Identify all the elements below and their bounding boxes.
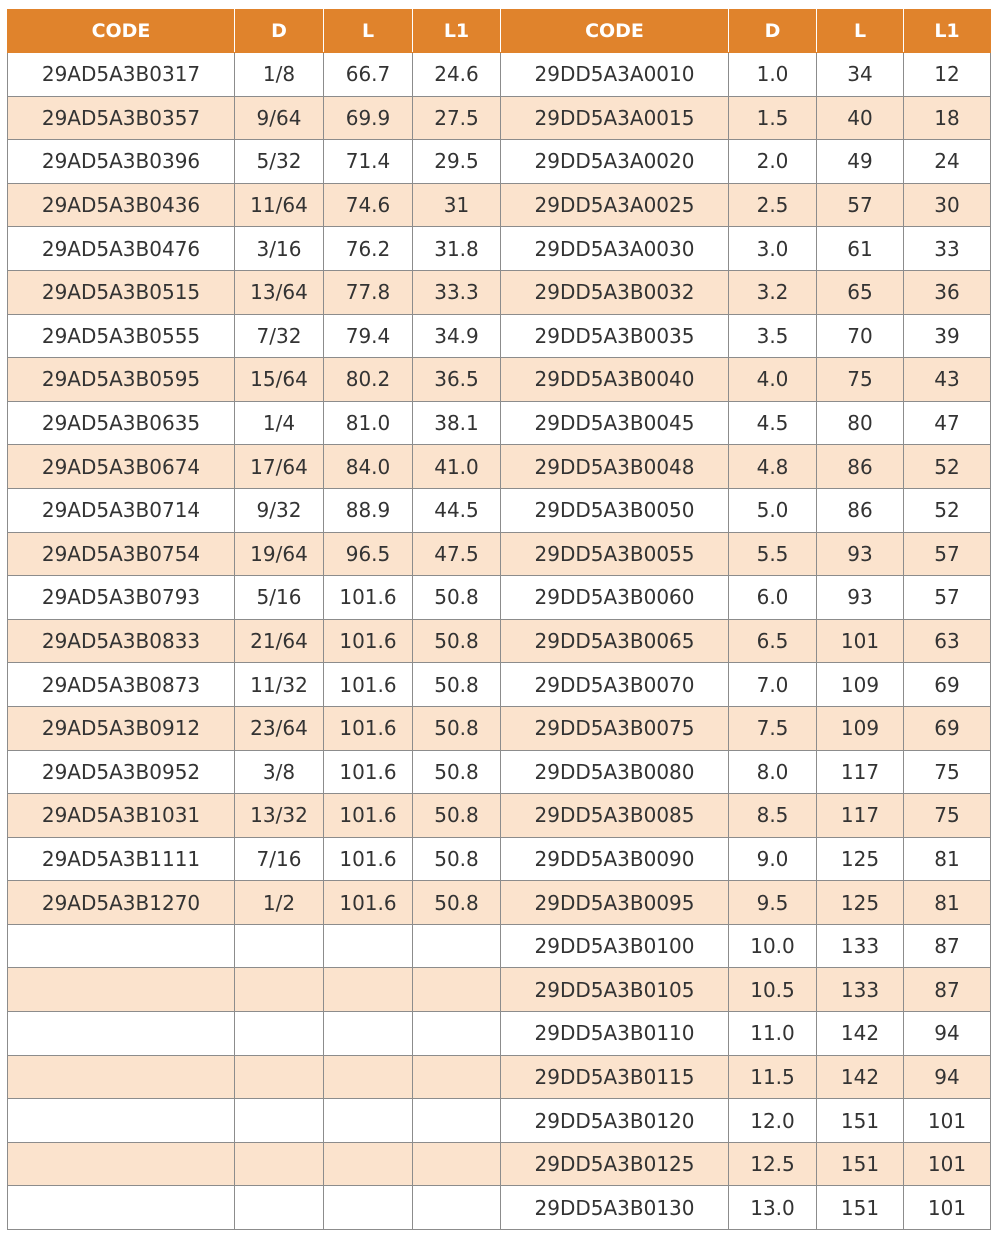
cell-l-left — [324, 968, 413, 1012]
cell-l1-left: 50.8 — [413, 794, 501, 838]
cell-d-right: 3.2 — [729, 270, 817, 314]
cell-l-left: 81.0 — [324, 401, 413, 445]
cell-l-right: 93 — [817, 576, 904, 620]
cell-l-right: 86 — [817, 488, 904, 532]
cell-l-right: 80 — [817, 401, 904, 445]
cell-code-left: 29AD5A3B0436 — [8, 183, 235, 227]
table-row — [8, 358, 991, 402]
cell-l-right: 133 — [817, 924, 904, 968]
cell-l1-right: 39 — [904, 314, 991, 358]
cell-d-left: 7/32 — [235, 314, 324, 358]
cell-d-left: 13/64 — [235, 270, 324, 314]
cell-l-left: 84.0 — [324, 445, 413, 489]
cell-l-left: 79.4 — [324, 314, 413, 358]
cell-l-right: 65 — [817, 270, 904, 314]
spec-table — [7, 9, 991, 1230]
cell-d-left — [235, 1142, 324, 1186]
cell-code-left: 29AD5A3B0317 — [8, 53, 235, 97]
cell-code-left — [8, 1142, 235, 1186]
cell-l-right: 70 — [817, 314, 904, 358]
cell-l1-left — [413, 1186, 501, 1230]
cell-l1-left: 50.8 — [413, 663, 501, 707]
cell-l-left: 74.6 — [324, 183, 413, 227]
cell-code-left: 29AD5A3B0912 — [8, 706, 235, 750]
cell-l1-right: 75 — [904, 750, 991, 794]
cell-l-right: 86 — [817, 445, 904, 489]
table-row — [8, 401, 991, 445]
cell-code-right: 29DD5A3B0100 — [501, 924, 729, 968]
cell-code-right: 29DD5A3B0045 — [501, 401, 729, 445]
table-row — [8, 140, 991, 184]
cell-l-left: 76.2 — [324, 227, 413, 271]
cell-d-left: 3/16 — [235, 227, 324, 271]
table-row — [8, 1186, 991, 1230]
table-row — [8, 445, 991, 489]
cell-l1-left: 27.5 — [413, 96, 501, 140]
cell-d-right: 10.0 — [729, 924, 817, 968]
cell-l1-right: 101 — [904, 1099, 991, 1143]
cell-l-right: 142 — [817, 1012, 904, 1056]
cell-l-left — [324, 1099, 413, 1143]
cell-d-left: 17/64 — [235, 445, 324, 489]
cell-l-right: 117 — [817, 794, 904, 838]
cell-code-right: 29DD5A3B0090 — [501, 837, 729, 881]
cell-d-right: 8.5 — [729, 794, 817, 838]
cell-d-right: 2.0 — [729, 140, 817, 184]
cell-l-left — [324, 1055, 413, 1099]
cell-l1-left: 38.1 — [413, 401, 501, 445]
cell-code-left — [8, 1012, 235, 1056]
cell-d-left — [235, 1099, 324, 1143]
cell-l1-left: 33.3 — [413, 270, 501, 314]
cell-l1-left: 50.8 — [413, 576, 501, 620]
header-d-left: D — [235, 10, 324, 53]
cell-l1-left: 31 — [413, 183, 501, 227]
cell-l-left: 101.6 — [324, 706, 413, 750]
table-row — [8, 968, 991, 1012]
cell-l1-left — [413, 1099, 501, 1143]
cell-code-right: 29DD5A3B0065 — [501, 619, 729, 663]
table-row — [8, 314, 991, 358]
header-d-right: D — [729, 10, 817, 53]
cell-l1-right: 75 — [904, 794, 991, 838]
cell-l-right: 109 — [817, 706, 904, 750]
table-row — [8, 1142, 991, 1186]
cell-d-right: 3.0 — [729, 227, 817, 271]
cell-l1-right: 30 — [904, 183, 991, 227]
cell-l1-right: 52 — [904, 445, 991, 489]
cell-code-right: 29DD5A3B0130 — [501, 1186, 729, 1230]
cell-d-right: 4.0 — [729, 358, 817, 402]
cell-code-left: 29AD5A3B0793 — [8, 576, 235, 620]
cell-l1-right: 57 — [904, 576, 991, 620]
table-row — [8, 750, 991, 794]
table-row — [8, 663, 991, 707]
cell-l-left: 80.2 — [324, 358, 413, 402]
cell-l-right: 151 — [817, 1099, 904, 1143]
table-row — [8, 576, 991, 620]
cell-d-left: 5/16 — [235, 576, 324, 620]
cell-l-right: 61 — [817, 227, 904, 271]
cell-l-right: 93 — [817, 532, 904, 576]
cell-d-left: 1/4 — [235, 401, 324, 445]
header-l1-right: L1 — [904, 10, 991, 53]
cell-l-left: 66.7 — [324, 53, 413, 97]
cell-l-right: 117 — [817, 750, 904, 794]
cell-l1-left: 41.0 — [413, 445, 501, 489]
cell-code-left: 29AD5A3B0714 — [8, 488, 235, 532]
cell-l1-right: 52 — [904, 488, 991, 532]
cell-d-right: 6.0 — [729, 576, 817, 620]
cell-l1-right: 12 — [904, 53, 991, 97]
table-row — [8, 1012, 991, 1056]
cell-l1-right: 47 — [904, 401, 991, 445]
cell-d-right: 2.5 — [729, 183, 817, 227]
cell-l1-right: 87 — [904, 968, 991, 1012]
cell-l-left: 71.4 — [324, 140, 413, 184]
cell-code-left: 29AD5A3B0873 — [8, 663, 235, 707]
cell-l1-right: 33 — [904, 227, 991, 271]
cell-code-left: 29AD5A3B0476 — [8, 227, 235, 271]
cell-l-right: 142 — [817, 1055, 904, 1099]
table-row — [8, 96, 991, 140]
cell-d-right: 5.0 — [729, 488, 817, 532]
cell-d-right: 9.0 — [729, 837, 817, 881]
table-row — [8, 183, 991, 227]
header-l-left: L — [324, 10, 413, 53]
cell-l1-left: 44.5 — [413, 488, 501, 532]
cell-l-left: 96.5 — [324, 532, 413, 576]
cell-l-left: 77.8 — [324, 270, 413, 314]
cell-d-left: 9/64 — [235, 96, 324, 140]
cell-l1-left: 50.8 — [413, 750, 501, 794]
cell-l1-right: 69 — [904, 663, 991, 707]
cell-d-right: 9.5 — [729, 881, 817, 925]
cell-code-right: 29DD5A3B0048 — [501, 445, 729, 489]
cell-l1-left: 47.5 — [413, 532, 501, 576]
cell-code-right: 29DD5A3B0055 — [501, 532, 729, 576]
table-row — [8, 1055, 991, 1099]
cell-d-left — [235, 1186, 324, 1230]
cell-d-left: 11/32 — [235, 663, 324, 707]
cell-code-left: 29AD5A3B1111 — [8, 837, 235, 881]
cell-l1-left: 50.8 — [413, 619, 501, 663]
cell-l-right: 151 — [817, 1186, 904, 1230]
cell-l1-left — [413, 924, 501, 968]
cell-l1-left: 34.9 — [413, 314, 501, 358]
cell-l-left: 101.6 — [324, 663, 413, 707]
cell-code-right: 29DD5A3B0050 — [501, 488, 729, 532]
cell-l-right: 101 — [817, 619, 904, 663]
cell-code-right: 29DD5A3B0060 — [501, 576, 729, 620]
header-code-left: CODE — [8, 10, 235, 53]
cell-l1-right: 94 — [904, 1055, 991, 1099]
cell-l1-right: 81 — [904, 881, 991, 925]
cell-d-left — [235, 1012, 324, 1056]
cell-d-right: 7.5 — [729, 706, 817, 750]
cell-l-left: 101.6 — [324, 750, 413, 794]
cell-d-left — [235, 1055, 324, 1099]
cell-code-right: 29DD5A3B0125 — [501, 1142, 729, 1186]
cell-d-left: 19/64 — [235, 532, 324, 576]
cell-code-right: 29DD5A3A0010 — [501, 53, 729, 97]
cell-l-right: 125 — [817, 837, 904, 881]
cell-l-left: 101.6 — [324, 881, 413, 925]
cell-code-right: 29DD5A3A0020 — [501, 140, 729, 184]
cell-d-right: 12.5 — [729, 1142, 817, 1186]
cell-d-left: 1/8 — [235, 53, 324, 97]
cell-d-left: 7/16 — [235, 837, 324, 881]
cell-l-left — [324, 1186, 413, 1230]
cell-l1-right: 94 — [904, 1012, 991, 1056]
cell-code-left: 29AD5A3B0555 — [8, 314, 235, 358]
cell-l1-right: 69 — [904, 706, 991, 750]
cell-d-right: 1.0 — [729, 53, 817, 97]
cell-l1-left: 50.8 — [413, 706, 501, 750]
cell-d-left: 9/32 — [235, 488, 324, 532]
cell-code-left — [8, 1099, 235, 1143]
cell-code-left: 29AD5A3B0635 — [8, 401, 235, 445]
table-row — [8, 53, 991, 97]
cell-code-left: 29AD5A3B0833 — [8, 619, 235, 663]
cell-l1-left — [413, 968, 501, 1012]
cell-l1-right: 24 — [904, 140, 991, 184]
cell-code-right: 29DD5A3A0025 — [501, 183, 729, 227]
table-row — [8, 794, 991, 838]
cell-code-left: 29AD5A3B0515 — [8, 270, 235, 314]
cell-code-right: 29DD5A3B0095 — [501, 881, 729, 925]
cell-l-right: 40 — [817, 96, 904, 140]
cell-l1-left — [413, 1142, 501, 1186]
cell-l-right: 125 — [817, 881, 904, 925]
cell-d-right: 13.0 — [729, 1186, 817, 1230]
cell-d-left: 15/64 — [235, 358, 324, 402]
cell-l-left: 69.9 — [324, 96, 413, 140]
cell-l1-left: 50.8 — [413, 837, 501, 881]
cell-code-left: 29AD5A3B0357 — [8, 96, 235, 140]
cell-l-left: 101.6 — [324, 837, 413, 881]
cell-l1-right: 57 — [904, 532, 991, 576]
cell-code-left: 29AD5A3B0754 — [8, 532, 235, 576]
cell-code-left — [8, 968, 235, 1012]
table-row — [8, 532, 991, 576]
table-body — [8, 53, 991, 1230]
cell-l-left: 101.6 — [324, 794, 413, 838]
cell-code-right: 29DD5A3B0085 — [501, 794, 729, 838]
cell-d-right: 5.5 — [729, 532, 817, 576]
cell-code-right: 29DD5A3B0120 — [501, 1099, 729, 1143]
cell-d-left: 3/8 — [235, 750, 324, 794]
cell-d-right: 4.8 — [729, 445, 817, 489]
cell-l-left: 88.9 — [324, 488, 413, 532]
cell-code-left: 29AD5A3B0952 — [8, 750, 235, 794]
cell-d-left: 21/64 — [235, 619, 324, 663]
cell-code-right: 29DD5A3B0105 — [501, 968, 729, 1012]
cell-l-right: 133 — [817, 968, 904, 1012]
header-l-right: L — [817, 10, 904, 53]
table-row — [8, 706, 991, 750]
cell-l-right: 49 — [817, 140, 904, 184]
header-code-right: CODE — [501, 10, 729, 53]
cell-l-left — [324, 1012, 413, 1056]
table-row — [8, 924, 991, 968]
cell-code-left — [8, 1055, 235, 1099]
cell-l1-right: 63 — [904, 619, 991, 663]
header-row — [8, 10, 991, 53]
table-header — [8, 10, 991, 53]
cell-l1-left: 24.6 — [413, 53, 501, 97]
cell-l1-left — [413, 1055, 501, 1099]
cell-l1-left: 36.5 — [413, 358, 501, 402]
cell-l1-right: 18 — [904, 96, 991, 140]
cell-code-right: 29DD5A3A0015 — [501, 96, 729, 140]
cell-l1-right: 101 — [904, 1142, 991, 1186]
cell-d-right: 11.5 — [729, 1055, 817, 1099]
cell-l1-left: 31.8 — [413, 227, 501, 271]
cell-code-left: 29AD5A3B0396 — [8, 140, 235, 184]
table-row — [8, 227, 991, 271]
cell-code-right: 29DD5A3A0030 — [501, 227, 729, 271]
cell-l1-right: 43 — [904, 358, 991, 402]
cell-d-right: 12.0 — [729, 1099, 817, 1143]
cell-code-right: 29DD5A3B0040 — [501, 358, 729, 402]
cell-d-right: 11.0 — [729, 1012, 817, 1056]
cell-l-left — [324, 1142, 413, 1186]
cell-code-left: 29AD5A3B0674 — [8, 445, 235, 489]
cell-code-right: 29DD5A3B0115 — [501, 1055, 729, 1099]
cell-l1-right: 81 — [904, 837, 991, 881]
cell-code-left: 29AD5A3B1031 — [8, 794, 235, 838]
cell-d-right: 6.5 — [729, 619, 817, 663]
cell-code-right: 29DD5A3B0075 — [501, 706, 729, 750]
cell-l1-left: 29.5 — [413, 140, 501, 184]
cell-l-right: 109 — [817, 663, 904, 707]
cell-code-right: 29DD5A3B0080 — [501, 750, 729, 794]
cell-code-right: 29DD5A3B0070 — [501, 663, 729, 707]
cell-l-left — [324, 924, 413, 968]
cell-l-right: 75 — [817, 358, 904, 402]
cell-l-right: 57 — [817, 183, 904, 227]
cell-l1-right: 36 — [904, 270, 991, 314]
cell-code-right: 29DD5A3B0110 — [501, 1012, 729, 1056]
cell-l-left: 101.6 — [324, 619, 413, 663]
cell-d-right: 7.0 — [729, 663, 817, 707]
cell-d-left: 5/32 — [235, 140, 324, 184]
cell-d-right: 3.5 — [729, 314, 817, 358]
cell-l1-left: 50.8 — [413, 881, 501, 925]
table-row — [8, 881, 991, 925]
cell-l-right: 34 — [817, 53, 904, 97]
table-row — [8, 837, 991, 881]
table-row — [8, 270, 991, 314]
cell-d-right: 10.5 — [729, 968, 817, 1012]
cell-code-left — [8, 1186, 235, 1230]
cell-l-right: 151 — [817, 1142, 904, 1186]
cell-l-left: 101.6 — [324, 576, 413, 620]
header-l1-left: L1 — [413, 10, 501, 53]
cell-d-left: 11/64 — [235, 183, 324, 227]
cell-l1-right: 101 — [904, 1186, 991, 1230]
cell-d-left — [235, 968, 324, 1012]
cell-d-left: 1/2 — [235, 881, 324, 925]
table-row — [8, 619, 991, 663]
cell-d-left — [235, 924, 324, 968]
cell-code-left: 29AD5A3B0595 — [8, 358, 235, 402]
cell-d-right: 1.5 — [729, 96, 817, 140]
cell-code-left: 29AD5A3B1270 — [8, 881, 235, 925]
cell-l1-right: 87 — [904, 924, 991, 968]
cell-d-left: 13/32 — [235, 794, 324, 838]
cell-code-right: 29DD5A3B0035 — [501, 314, 729, 358]
cell-d-right: 8.0 — [729, 750, 817, 794]
cell-code-left — [8, 924, 235, 968]
cell-d-left: 23/64 — [235, 706, 324, 750]
table-row — [8, 1099, 991, 1143]
cell-l1-left — [413, 1012, 501, 1056]
cell-code-right: 29DD5A3B0032 — [501, 270, 729, 314]
cell-d-right: 4.5 — [729, 401, 817, 445]
table-row — [8, 488, 991, 532]
